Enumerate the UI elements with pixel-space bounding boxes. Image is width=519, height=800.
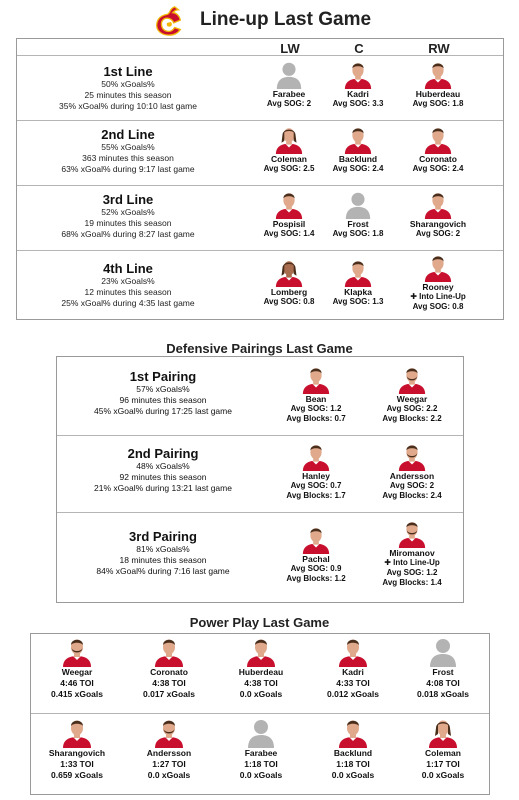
player-silhouette-icon	[245, 716, 277, 748]
forward-line-row	[17, 120, 503, 185]
player-headshot	[423, 189, 453, 219]
player-name: Bean	[305, 394, 327, 404]
player-headshot	[153, 635, 185, 667]
player-card[interactable]	[401, 189, 475, 239]
player-xgoals: 0.0 xGoals	[239, 770, 283, 780]
into-lineup-note: ✚ Into Line-Up	[384, 558, 440, 567]
into-lineup-note: ✚ Into Line-Up	[410, 292, 466, 301]
player-silhouette-icon	[427, 635, 459, 667]
player-card[interactable]	[401, 252, 475, 312]
player-name: Farabee	[244, 748, 278, 758]
pp-player-card[interactable]	[31, 716, 123, 781]
page-title: Line-up Last Game	[200, 9, 372, 30]
line-name: 1st Line	[103, 64, 153, 79]
player-name: Rooney	[422, 282, 454, 292]
defense-section-title: Defensive Pairings Last Game	[166, 341, 353, 356]
player-headshot	[274, 257, 304, 287]
player-avg-blocks: Avg Blocks: 2.4	[382, 491, 442, 500]
player-avg-sog: Avg SOG: 1.4	[263, 229, 315, 238]
player-card[interactable]	[321, 59, 395, 109]
player-toi: 1:17 TOI	[426, 759, 460, 769]
line-last-game: 68% xGoal% during 8:27 last game	[61, 229, 195, 239]
player-avg-sog: Avg SOG: 2	[389, 481, 435, 490]
player-avg-blocks: Avg Blocks: 1.4	[382, 578, 442, 587]
player-avg-sog: Avg SOG: 2	[266, 99, 312, 108]
player-toi: 4:38 TOI	[152, 678, 186, 688]
column-header-c: C	[354, 41, 364, 56]
player-avg-sog: Avg SOG: 2.2	[386, 404, 438, 413]
player-headshot	[301, 364, 331, 394]
pair-minutes: 18 minutes this season	[119, 555, 207, 565]
player-avg-sog: Avg SOG: 2.5	[263, 164, 315, 173]
player-headshot	[61, 635, 93, 667]
player-headshot	[423, 252, 453, 282]
pair-name: 2nd Pairing	[127, 446, 199, 461]
player-avg-sog: Avg SOG: 0.8	[263, 297, 315, 306]
pp-player-card[interactable]	[307, 635, 399, 700]
pair-minutes: 96 minutes this season	[119, 395, 207, 405]
pair-xgoals: 57% xGoals%	[136, 384, 190, 394]
player-name: Pospisil	[272, 219, 306, 229]
player-avg-sog: Avg SOG: 0.7	[290, 481, 342, 490]
player-name: Weegar	[61, 667, 93, 677]
pp-player-card[interactable]	[307, 716, 399, 781]
player-headshot	[343, 257, 373, 287]
defense-pair-row	[57, 512, 463, 602]
pair-xgoals: 48% xGoals%	[136, 461, 190, 471]
player-xgoals: 0.0 xGoals	[239, 689, 283, 699]
player-xgoals: 0.017 xGoals	[143, 689, 195, 699]
column-header-lw: LW	[280, 41, 300, 56]
player-avg-sog: Avg SOG: 3.3	[332, 99, 384, 108]
pair-name: 3rd Pairing	[129, 529, 197, 544]
player-card[interactable]	[279, 524, 353, 584]
player-toi: 1:18 TOI	[336, 759, 370, 769]
line-info	[17, 261, 239, 309]
player-headshot	[274, 189, 304, 219]
player-toi: 4:46 TOI	[60, 678, 94, 688]
player-avg-sog: Avg SOG: 1.3	[332, 297, 384, 306]
line-name: 2nd Line	[101, 127, 155, 142]
header	[0, 3, 519, 39]
pair-info	[57, 446, 269, 494]
player-headshot	[397, 441, 427, 471]
line-last-game: 35% xGoal% during 10:10 last game	[59, 101, 197, 111]
pair-xgoals: 81% xGoals%	[136, 544, 190, 554]
player-toi: 4:08 TOI	[426, 678, 460, 688]
line-info	[17, 64, 239, 112]
player-name: Coleman	[271, 154, 307, 164]
line-minutes: 12 minutes this season	[84, 287, 172, 297]
player-toi: 4:33 TOI	[336, 678, 370, 688]
defense-pair-row	[57, 435, 463, 512]
player-card[interactable]	[401, 59, 475, 109]
player-headshot	[245, 635, 277, 667]
player-card[interactable]	[252, 257, 326, 307]
pair-last-game: 45% xGoal% during 17:25 last game	[94, 406, 232, 416]
player-card[interactable]	[252, 59, 326, 109]
player-headshot	[343, 59, 373, 89]
player-name: Coronato	[419, 154, 457, 164]
player-avg-blocks: Avg Blocks: 0.7	[286, 414, 346, 423]
player-card[interactable]	[321, 189, 395, 239]
player-avg-sog: Avg SOG: 1.8	[332, 229, 384, 238]
player-avg-blocks: Avg Blocks: 1.2	[286, 574, 346, 583]
player-xgoals: 0.012 xGoals	[327, 689, 379, 699]
power-play-unit-row	[31, 713, 489, 795]
pp-player-card[interactable]	[215, 635, 307, 700]
player-xgoals: 0.0 xGoals	[421, 770, 465, 780]
player-name: Backlund	[338, 154, 378, 164]
player-name: Coronato	[150, 667, 188, 677]
player-headshot	[301, 441, 331, 471]
player-avg-sog: Avg SOG: 1.2	[386, 568, 438, 577]
player-headshot	[423, 124, 453, 154]
pp-player-card[interactable]	[31, 635, 123, 700]
forward-line-row	[17, 185, 503, 250]
player-toi: 4:38 TOI	[244, 678, 278, 688]
player-name: Sharangovich	[409, 219, 467, 229]
player-name: Farabee	[272, 89, 306, 99]
player-avg-sog: Avg SOG: 0.8	[412, 302, 464, 311]
player-card[interactable]	[401, 124, 475, 174]
power-play-section-title: Power Play Last Game	[189, 615, 330, 630]
line-last-game: 25% xGoal% during 4:35 last game	[61, 298, 195, 308]
line-minutes: 25 minutes this season	[84, 90, 172, 100]
player-toi: 1:27 TOI	[152, 759, 186, 769]
player-card[interactable]	[279, 441, 353, 501]
line-name: 3rd Line	[102, 192, 154, 207]
player-name: Hanley	[302, 471, 330, 481]
player-xgoals: 0.0 xGoals	[331, 770, 375, 780]
player-name: Kadri	[347, 89, 369, 99]
defense-pairings-table	[56, 356, 464, 603]
defense-pair-row	[57, 356, 463, 435]
pair-last-game: 21% xGoal% during 13:21 last game	[94, 483, 232, 493]
player-headshot	[274, 124, 304, 154]
pair-name: 1st Pairing	[129, 369, 197, 384]
pp-player-card[interactable]	[123, 635, 215, 700]
power-play-unit-row	[31, 633, 489, 713]
player-xgoals: 0.659 xGoals	[51, 770, 103, 780]
player-avg-blocks: Avg Blocks: 1.7	[286, 491, 346, 500]
line-name: 4th Line	[103, 261, 153, 276]
player-headshot	[397, 518, 427, 548]
player-name: Klapka	[344, 287, 372, 297]
pp-player-card[interactable]	[123, 716, 215, 781]
player-avg-sog: Avg SOG: 0.9	[290, 564, 342, 573]
player-avg-sog: Avg SOG: 2	[415, 229, 461, 238]
player-card[interactable]	[375, 441, 449, 501]
line-xgoals: 55% xGoals%	[101, 142, 155, 152]
forward-line-row	[17, 55, 503, 120]
player-headshot	[61, 716, 93, 748]
player-xgoals: 0.0 xGoals	[147, 770, 191, 780]
flames-c-logo-icon	[150, 5, 188, 37]
player-silhouette-icon	[274, 59, 304, 89]
player-name: Huberdeau	[415, 89, 461, 99]
pair-last-game: 84% xGoal% during 7:16 last game	[96, 566, 230, 576]
player-name: Weegar	[396, 394, 428, 404]
player-xgoals: 0.018 xGoals	[417, 689, 469, 699]
player-headshot	[427, 716, 459, 748]
player-name: Backlund	[333, 748, 373, 758]
line-xgoals: 52% xGoals%	[101, 207, 155, 217]
player-xgoals: 0.415 xGoals	[51, 689, 103, 699]
player-card[interactable]	[279, 364, 353, 424]
line-xgoals: 50% xGoals%	[101, 79, 155, 89]
player-toi: 1:18 TOI	[244, 759, 278, 769]
player-card[interactable]	[252, 124, 326, 174]
player-headshot	[397, 364, 427, 394]
player-headshot	[337, 716, 369, 748]
player-headshot	[337, 635, 369, 667]
power-play-table	[30, 633, 490, 795]
player-name: Lomberg	[270, 287, 308, 297]
player-name: Coleman	[425, 748, 461, 758]
pair-info	[57, 369, 269, 417]
player-name: Huberdeau	[238, 667, 284, 677]
player-avg-sog: Avg SOG: 2.4	[412, 164, 464, 173]
player-name: Kadri	[342, 667, 364, 677]
player-avg-sog: Avg SOG: 2.4	[332, 164, 384, 173]
player-avg-blocks: Avg Blocks: 2.2	[382, 414, 442, 423]
pp-player-card[interactable]	[215, 716, 307, 781]
player-card[interactable]	[252, 189, 326, 239]
player-name: Frost	[432, 667, 454, 677]
player-card[interactable]	[321, 124, 395, 174]
forward-line-row	[17, 250, 503, 320]
line-minutes: 19 minutes this season	[84, 218, 172, 228]
player-headshot	[153, 716, 185, 748]
player-name: Pachal	[302, 554, 330, 564]
line-xgoals: 23% xGoals%	[101, 276, 155, 286]
pair-minutes: 92 minutes this season	[119, 472, 207, 482]
player-name: Andersson	[389, 471, 435, 481]
player-avg-sog: Avg SOG: 1.2	[290, 404, 342, 413]
player-name: Sharangovich	[48, 748, 106, 758]
line-info	[17, 127, 239, 175]
player-name: Andersson	[146, 748, 192, 758]
player-headshot	[343, 124, 373, 154]
line-info	[17, 192, 239, 240]
player-toi: 1:33 TOI	[60, 759, 94, 769]
player-card[interactable]	[375, 364, 449, 424]
line-last-game: 63% xGoal% during 9:17 last game	[61, 164, 195, 174]
line-minutes: 363 minutes this season	[82, 153, 174, 163]
player-name: Frost	[347, 219, 369, 229]
player-headshot	[301, 524, 331, 554]
pair-info	[57, 529, 269, 577]
player-silhouette-icon	[343, 189, 373, 219]
column-header-rw: RW	[428, 41, 450, 56]
player-card[interactable]	[321, 257, 395, 307]
player-headshot	[423, 59, 453, 89]
pp-player-card[interactable]	[397, 716, 489, 781]
forward-lines-table	[16, 38, 504, 320]
player-card[interactable]	[375, 518, 449, 588]
player-name: Miromanov	[389, 548, 435, 558]
player-avg-sog: Avg SOG: 1.8	[412, 99, 464, 108]
pp-player-card[interactable]	[397, 635, 489, 700]
